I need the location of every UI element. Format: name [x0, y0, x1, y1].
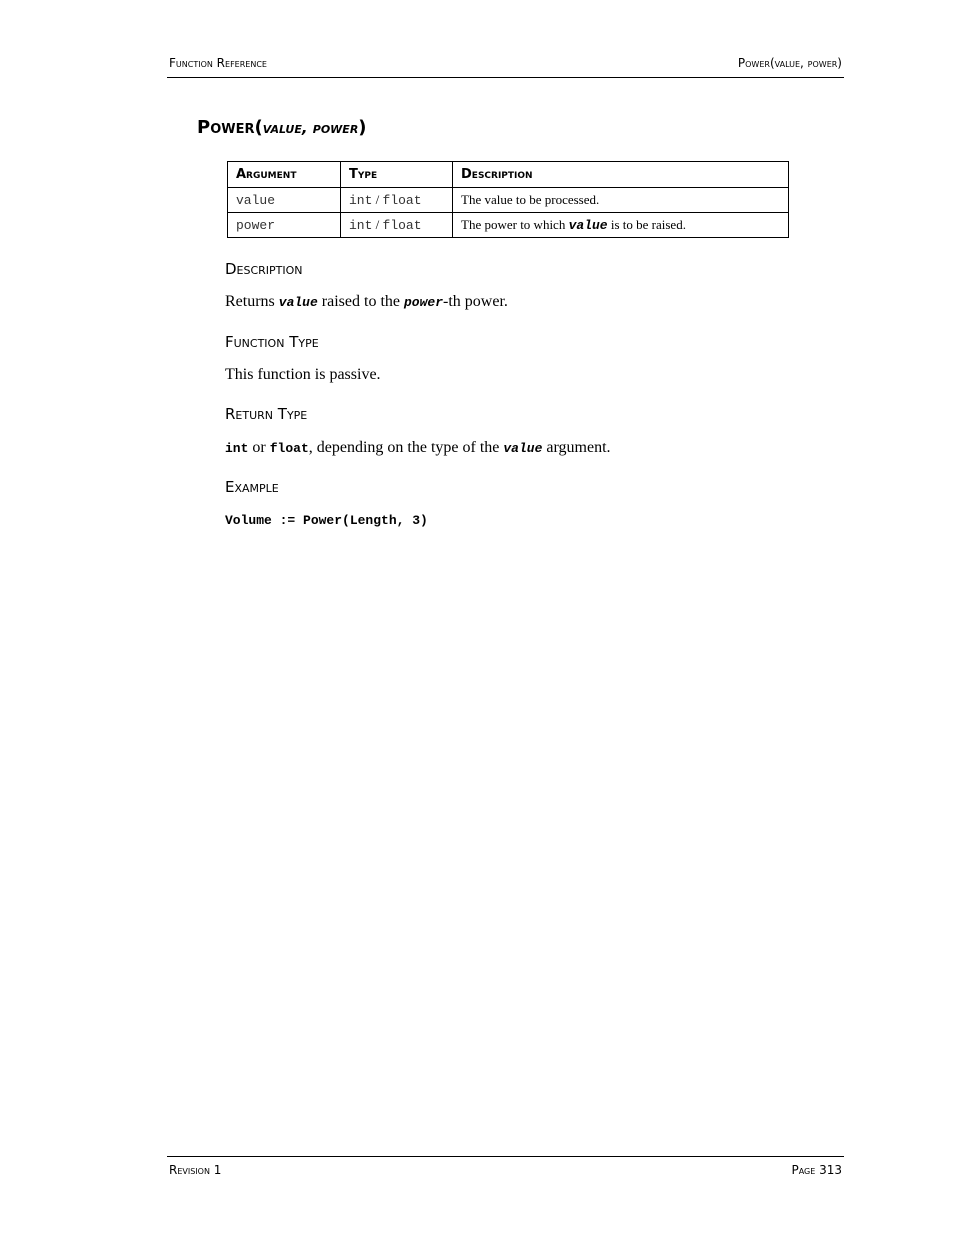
description-text: is to be raised.: [607, 217, 686, 232]
text-run: or: [248, 439, 270, 456]
text-run: argument.: [542, 439, 611, 456]
header-section-title: Function Reference: [169, 56, 267, 70]
description-code: value: [568, 218, 608, 233]
type-int: int: [349, 218, 373, 233]
type-separator: /: [372, 217, 383, 232]
code-value: value: [278, 295, 318, 310]
text-run: Returns: [225, 293, 279, 310]
cell-type: [341, 188, 453, 213]
description-heading: Description: [225, 260, 303, 278]
type-float: float: [382, 193, 422, 208]
description-text: [225, 293, 508, 311]
table-header-row: [228, 162, 789, 188]
function-title: [197, 117, 367, 138]
cell-type: [341, 213, 453, 238]
function-type-heading: Function Type: [225, 333, 319, 351]
code-power: power: [404, 295, 444, 310]
arguments-table: [227, 161, 789, 238]
type-separator: /: [372, 192, 383, 207]
description-text: The power to which: [461, 217, 569, 232]
cell-argument: power: [228, 213, 341, 238]
table-row: [228, 188, 789, 213]
header-function-name: Power(value, power): [737, 56, 842, 70]
code-int: int: [225, 441, 249, 456]
function-args: value, power: [262, 119, 359, 137]
cell-argument: value: [228, 188, 341, 213]
function-name: Power(: [197, 117, 263, 138]
cell-description: The value to be processed.: [453, 188, 789, 213]
text-run: , depending on the type of the: [308, 439, 504, 456]
type-float: float: [382, 218, 422, 233]
footer-page-number: Page 313: [791, 1163, 842, 1177]
column-header-description: Description: [453, 162, 789, 188]
type-int: int: [349, 193, 373, 208]
code-value: value: [503, 441, 543, 456]
column-header-type: Type: [341, 162, 453, 188]
column-header-argument: Argument: [228, 162, 341, 188]
code-float: float: [269, 441, 309, 456]
text-run: raised to the: [317, 293, 404, 310]
text-run: -th power.: [443, 293, 508, 310]
example-code: Volume := Power(Length, 3): [225, 513, 428, 528]
example-heading: Example: [225, 478, 279, 496]
function-type-text: This function is passive.: [225, 366, 381, 383]
return-type-text: [225, 439, 611, 457]
footer-revision: Revision 1: [169, 1163, 222, 1177]
cell-description: [453, 213, 789, 238]
return-type-heading: Return Type: [225, 405, 308, 423]
page-header: [167, 55, 844, 78]
table-row: [228, 213, 789, 238]
function-close-paren: ): [358, 117, 367, 138]
page-footer: [167, 1156, 844, 1179]
